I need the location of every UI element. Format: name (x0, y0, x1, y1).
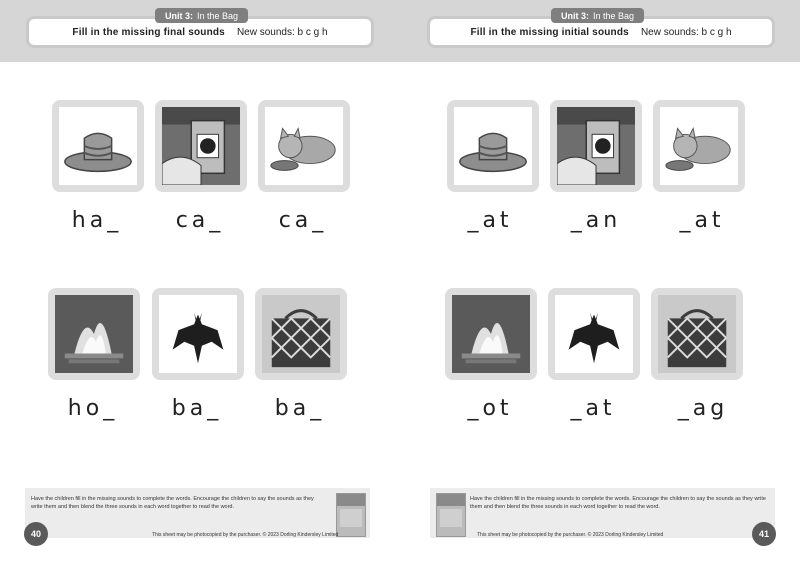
word-blank: ha_ (71, 208, 123, 233)
hat-picture (447, 100, 539, 192)
cat-eating-picture (653, 100, 745, 192)
teacher-note: Have the children fill in the missing sounds to complete the words. Encourage the children to say the sounds as they write them and then blend the three sounds in each word together to read the word. (25, 488, 370, 538)
unit-tab (551, 8, 644, 23)
copyright-footer: This sheet may be photocopied by the purchaser. © 2023 Dorling Kindersley Limited (477, 532, 664, 538)
word-blank: _at (570, 396, 616, 421)
book-cover-thumbnail (336, 493, 366, 537)
bag-picture (651, 288, 743, 380)
word-blank: _an (570, 208, 622, 233)
new-sounds-label: New sounds: b c g h (640, 26, 732, 38)
hot-fire-picture (445, 288, 537, 380)
new-sounds-label: New sounds: b c g h (236, 26, 328, 38)
page-number: 41 (752, 522, 776, 546)
copyright-footer: This sheet may be photocopied by the purchaser. © 2023 Dorling Kindersley Limited (152, 532, 339, 538)
page-number: 40 (24, 522, 48, 546)
bat-picture (152, 288, 244, 380)
word-blank: ba_ (274, 396, 326, 421)
bag-picture (255, 288, 347, 380)
bat-picture (548, 288, 640, 380)
right-page (400, 0, 800, 566)
unit-number: Unit 3: (165, 10, 193, 21)
unit-tab (155, 8, 248, 23)
instruction-text: Fill in the missing final sounds (72, 26, 225, 38)
hat-picture (52, 100, 144, 192)
word-blank: ho_ (67, 396, 119, 421)
teacher-note: Have the children fill in the missing sounds to complete the words. Encourage the children to say the sounds as they write them and then blend the three sounds in each word together to read the word. (430, 488, 775, 538)
word-blank: ca_ (278, 208, 328, 233)
word-blank: _ot (467, 396, 513, 421)
instruction-text: Fill in the missing initial sounds (470, 26, 629, 38)
word-blank: _at (679, 208, 725, 233)
cat-in-can-picture (155, 100, 247, 192)
hot-fire-picture (48, 288, 140, 380)
cat-eating-picture (258, 100, 350, 192)
cat-in-can-picture (550, 100, 642, 192)
word-blank: _ag (677, 396, 729, 421)
word-blank: ba_ (171, 396, 223, 421)
unit-title: In the Bag (593, 10, 635, 21)
word-blank: _at (467, 208, 513, 233)
book-cover-thumbnail (436, 493, 466, 537)
unit-title: In the Bag (197, 10, 239, 21)
unit-number: Unit 3: (561, 10, 589, 21)
word-blank: ca_ (175, 208, 225, 233)
